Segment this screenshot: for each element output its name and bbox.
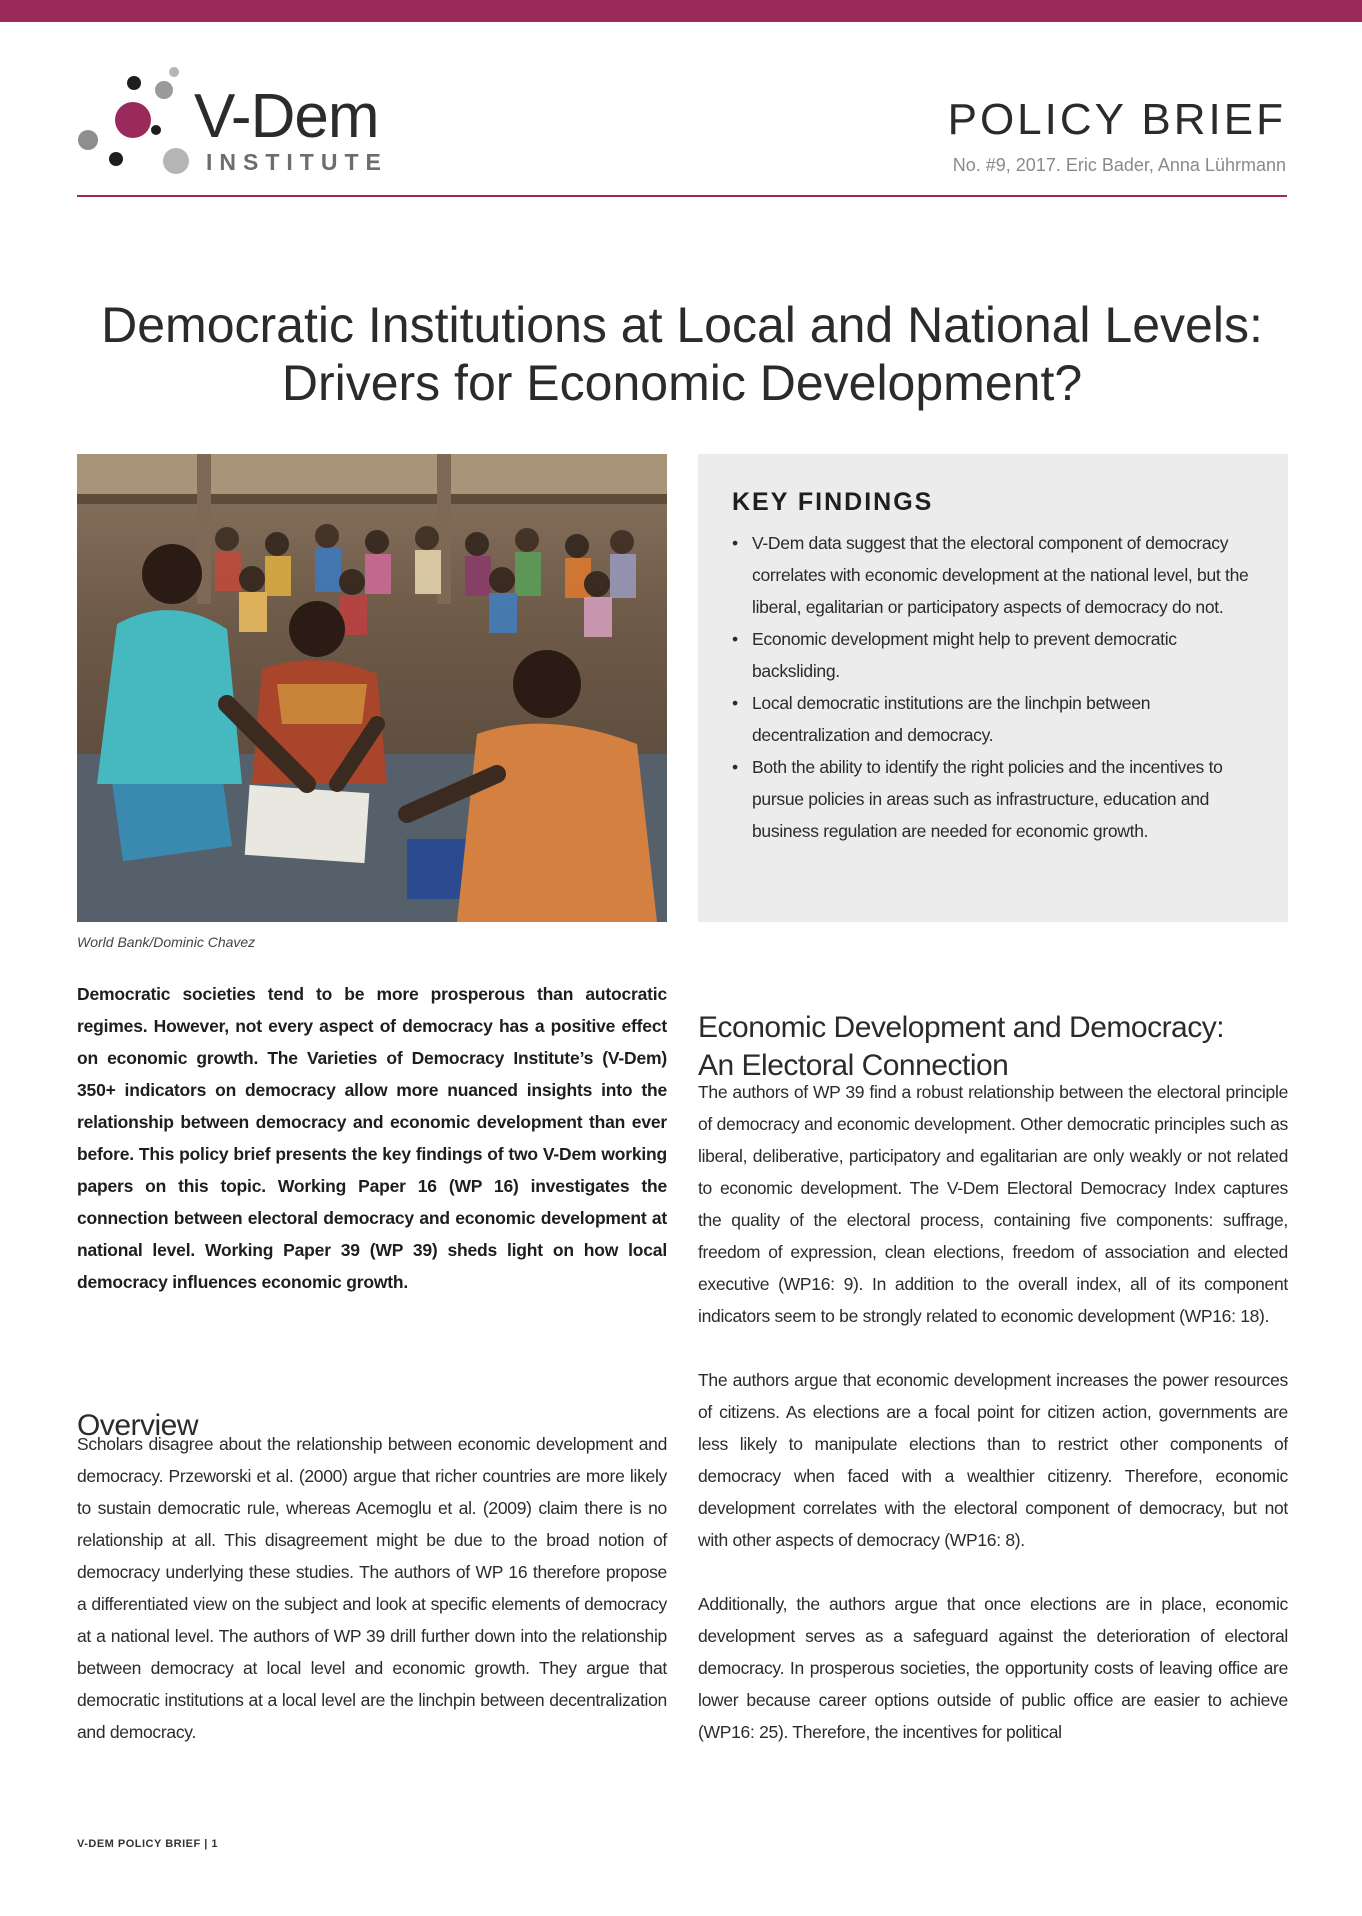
logo-name: V-Dem	[194, 82, 379, 151]
brief-meta: No. #9, 2017. Eric Bader, Anna Lührmann	[952, 155, 1286, 175]
overview-heading: Overview	[77, 1408, 199, 1442]
page-footer	[77, 1838, 218, 1850]
overview-text: Scholars disagree about the relationship between economic development and democracy. Przeworski et al. (2000) argue that richer countries are more likely to sustain democratic rule, whereas Acemoglu et al. (2009) claim there is no relationship at all. This disagreement might be due to the broad notion of democracy underlying these studies. The authors of WP 16 therefore propose a differentiated view on the subject and look at specific elements of democracy at a national level. The authors of WP 39 drill further down into the relationship between democracy at local level and economic growth. They argue that democratic institutions at a local level are the linchpin between decentralization and democracy.	[77, 1434, 667, 1742]
policy-brief-label: POLICY BRIEF	[947, 95, 1286, 144]
intro-paragraph: Democratic societies tend to be more prosperous than autocratic regimes. However, not every aspect of democracy has a positive effect on economic growth. The Varieties of Democracy Institute’s (V-Dem) 350+ indicators on democracy allow more nuanced insights into the relationship between democracy and economic development than ever before. This policy brief presents the key findings of two V-Dem working papers on this topic. Working Paper 16 (WP 16) investigates the connection between electoral democracy and economic development at national level. Working Paper 39 (WP 39) sheds light on how local democracy influences economic growth.	[77, 984, 667, 1292]
list-item	[732, 527, 1258, 623]
list-item	[732, 751, 1258, 847]
key-finding-text: Economic development might help to prevent democratic backsliding.	[752, 629, 1177, 681]
bullet-icon: •	[732, 693, 738, 713]
cover-photo	[77, 454, 667, 922]
section-heading	[698, 1009, 1288, 1085]
key-finding-text: Local democratic institutions are the linchpin between decentralization and democracy.	[752, 693, 1151, 745]
footer-separator: |	[204, 1838, 208, 1850]
photo-illustration	[77, 454, 667, 922]
page-title-line-2: Drivers for Economic Development?	[281, 354, 1083, 411]
page-number: 1	[211, 1838, 219, 1850]
section-body	[698, 1076, 1288, 1778]
section-paragraph-2: The authors argue that economic development increases the power resources of citizens. As elections are a focal point for citizen action, governments are less likely to manipulate elections than to restrict other components of democracy when faced with a wealthier citizenry. Therefore, economic development correlates with the electoral component of democracy, but not with other aspects of democracy (WP16: 8).	[698, 1370, 1288, 1550]
bullet-icon: •	[732, 533, 738, 553]
key-findings-box	[698, 454, 1288, 922]
page-title	[77, 296, 1287, 412]
top-accent-bar	[0, 0, 1362, 22]
bullet-icon: •	[732, 629, 738, 649]
overview-paragraph	[77, 1428, 667, 1780]
list-item	[732, 687, 1258, 751]
key-finding-text: V-Dem data suggest that the electoral component of democracy correlates with economic development at the national level, but the liberal, egalitarian or participatory aspects of democracy do not.	[752, 533, 1249, 617]
footer-label: V-DEM POLICY BRIEF	[77, 1838, 201, 1850]
header-rule	[77, 195, 1287, 197]
key-findings-heading: KEY FINDINGS	[732, 488, 934, 516]
key-findings-list	[732, 527, 1258, 847]
section-paragraph-1: The authors of WP 39 find a robust relationship between the electoral principle of democracy and economic development. Other democratic principles such as liberal, deliberative, participatory and egalitarian are only weakly or not related to economic development. The V-Dem Electoral Democracy Index captures the quality of the electoral process, containing five components: suffrage, freedom of expression, clean elections, freedom of association and elected executive (WP16: 9). In addition to the overall index, all of its component indicators seem to be strongly related to economic development (WP16: 18).	[698, 1082, 1288, 1326]
section-heading-line-1: Economic Development and Democracy:	[698, 1010, 1225, 1044]
key-finding-text: Both the ability to identify the right policies and the incentives to pursue policies in areas such as infrastructure, education and business regulation are needed for economic growth.	[752, 757, 1223, 841]
vdem-logo	[76, 66, 416, 176]
logo-dots-icon	[76, 66, 196, 176]
page-title-line-1: Democratic Institutions at Local and National Levels:	[101, 296, 1263, 353]
list-item	[732, 623, 1258, 687]
bullet-icon: •	[732, 757, 738, 777]
section-paragraph-3: Additionally, the authors argue that once elections are in place, economic development serves as a safeguard against the deterioration of electoral democracy. In prosperous societies, the opportunity costs of leaving office are lower because career options outside of public office are easier to achieve (WP16: 25). Therefore, the incentives for political	[698, 1594, 1288, 1742]
photo-credit: World Bank/Dominic Chavez	[77, 934, 256, 950]
logo-subtitle: INSTITUTE	[206, 149, 388, 175]
section-heading-line-2: An Electoral Connection	[698, 1048, 1009, 1082]
